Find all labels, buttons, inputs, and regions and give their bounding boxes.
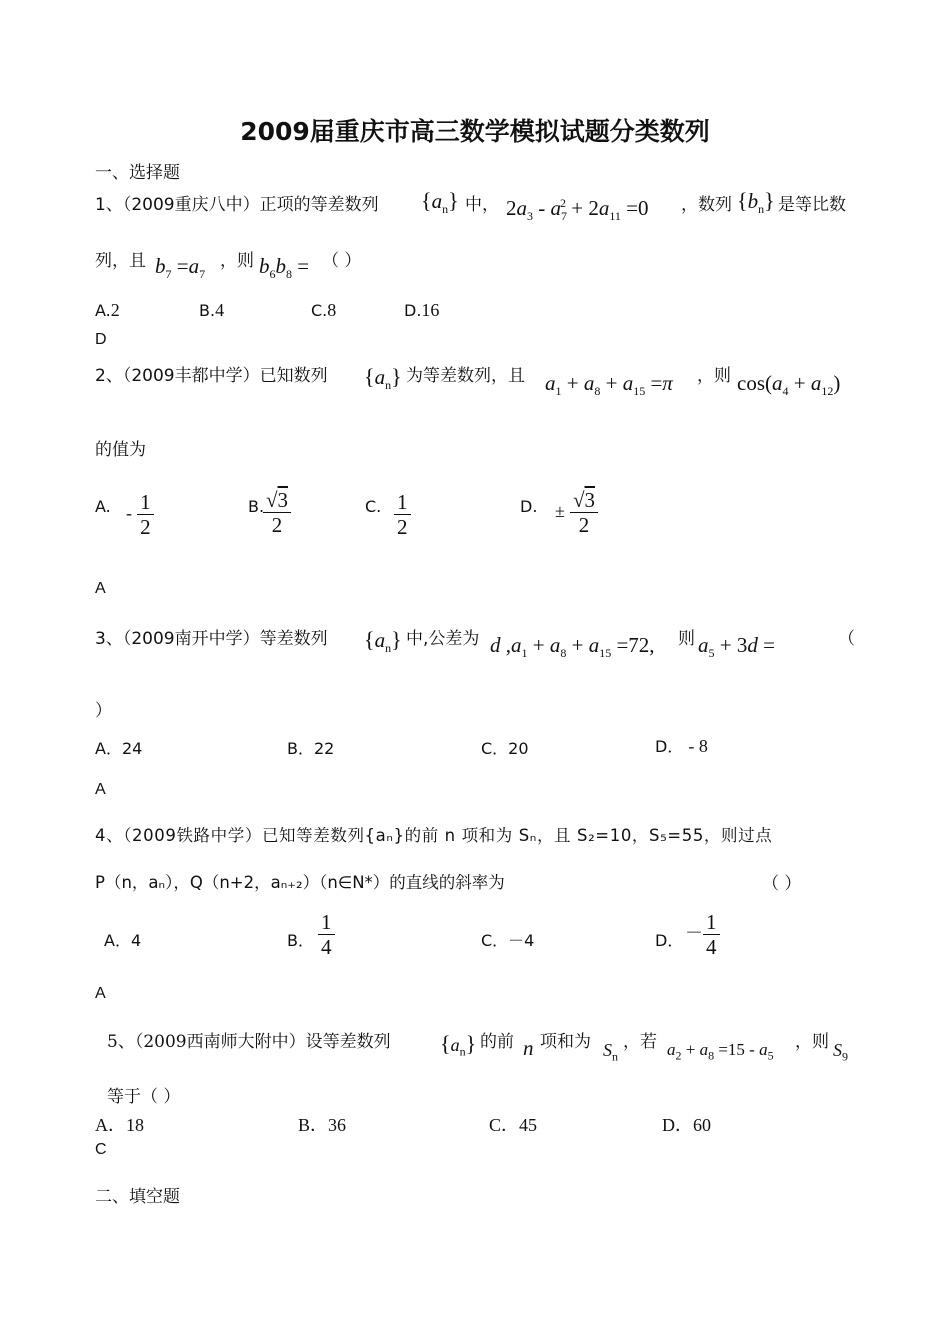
q2-option-c-value: $\frac{1}{2}$ xyxy=(394,490,411,539)
q2-seq: $\{a_n\}$ xyxy=(364,364,402,393)
q5-option-c: C．45 xyxy=(489,1115,538,1135)
q5-option-d: D．60 xyxy=(662,1115,711,1135)
q5-answer: C xyxy=(95,1141,107,1158)
q2-option-d-value: ± $\frac{√3}{2}$ xyxy=(555,488,598,537)
q1-option-c: C.8 xyxy=(311,300,337,320)
q1-seq-a: $\{a_n\}$ xyxy=(421,188,459,217)
q4-option-d-value: － $\frac{1}{4}$ xyxy=(685,910,720,959)
q4-option-b-value: $\frac{1}{4}$ xyxy=(318,910,335,959)
q2-option-b-value: $\frac{√3}{2}$ xyxy=(263,488,291,537)
q5-ask: $S_9$ xyxy=(833,1040,848,1064)
q2-option-d-label: D. xyxy=(520,497,538,516)
q5-mid1: 的前 xyxy=(480,1032,514,1052)
page-title: 2009届重庆市高三数学模拟试题分类数列 xyxy=(240,117,710,146)
q5-ze: ，则 xyxy=(795,1032,829,1052)
q5-lead: 5、（2009西南师大附中）设等差数列 xyxy=(107,1032,391,1052)
q3-ze: 则 xyxy=(678,629,695,649)
q1-line2-lead: 列，且 xyxy=(95,251,146,271)
q3-ask: $a_5 + 3d$ = xyxy=(698,633,775,661)
q1-tail: 是等比数 xyxy=(778,195,846,215)
q1-option-a: A.2 xyxy=(95,300,120,320)
q1-expression: $2a_3 - a_7^2 + 2a_{11} =0$ xyxy=(506,196,649,224)
q2-ze: ，则 xyxy=(697,366,731,386)
q4-option-c: C．－4 xyxy=(481,931,535,950)
q5-mid2: 项和为 xyxy=(540,1032,591,1052)
q2-option-a-value: - $\frac{1}{2}$ xyxy=(126,490,154,539)
q2-lead: 2、（2009丰都中学）已知数列 xyxy=(95,366,328,386)
section-heading-choice: 一、选择题 xyxy=(95,163,180,183)
q2-option-c-label: C. xyxy=(365,497,382,516)
q5-option-b: B．36 xyxy=(298,1115,347,1135)
q2-option-b-label: B. xyxy=(248,497,265,516)
q2-line2: 的值为 xyxy=(95,440,146,460)
q3-option-b: B．22 xyxy=(287,739,335,758)
q4-answer: A xyxy=(95,985,106,1002)
q1-paren: （ ） xyxy=(322,251,362,271)
q1-option-b: B.4 xyxy=(199,300,225,320)
q5-line2: 等于（ ） xyxy=(107,1087,181,1107)
q3-paren-close: ） xyxy=(95,701,112,721)
q5-seq: $\{a_n\}$ xyxy=(440,1031,477,1059)
q1-condition: $b_7 =a_7$ xyxy=(155,254,206,282)
q2-mid: 为等差数列，且 xyxy=(406,366,525,386)
q3-paren-open: （ xyxy=(838,629,855,649)
q2-ask: $\cos(a_4 + a_{12})$ xyxy=(737,371,841,399)
q2-answer: A xyxy=(95,580,106,597)
q3-condition: d $,a_1 + a_8 + a_{15} =72$, xyxy=(490,633,655,661)
q4-line1: 4、（2009铁路中学）已知等差数列{aₙ}的前 n 项和为 Sₙ，且 S₂=10，S₅=55，则过点 xyxy=(95,826,773,845)
q3-answer: A xyxy=(95,781,106,798)
q4-paren: （ ） xyxy=(762,874,802,894)
q1-mid1: 中， xyxy=(465,195,499,215)
q2-option-a-label: A. xyxy=(95,497,111,516)
q4-option-b-label: B． xyxy=(287,931,314,950)
q5-condition: $a_2 + a_8 =15 - a_5$ xyxy=(667,1040,774,1063)
q1-seq-b: $\{b_n\}$ xyxy=(737,188,775,217)
q1-mid2: ，数列 xyxy=(681,195,732,215)
q4-option-a: A．4 xyxy=(104,931,142,950)
q5-Sn: $S_n$ xyxy=(603,1040,618,1064)
q2-condition: $a_1 + a_8 + a_{15} =\pi$ xyxy=(545,371,673,399)
q1-ask: $b_6b_8$ = xyxy=(259,254,310,282)
q1-answer: D xyxy=(95,331,107,348)
q1-lead: 1、（2009重庆八中）正项的等差数列 xyxy=(95,195,379,215)
q3-option-d: D． - 8 xyxy=(655,736,708,756)
q3-option-a: A．24 xyxy=(95,739,143,758)
q1-ze: ，则 xyxy=(220,251,254,271)
q3-mid: 中,公差为 xyxy=(406,629,480,649)
section-heading-fill: 二、填空题 xyxy=(95,1187,180,1207)
q4-option-d-label: D． xyxy=(655,931,684,950)
q3-option-c: C．20 xyxy=(481,739,529,758)
q5-n: n xyxy=(523,1036,534,1060)
q5-ruo: ，若 xyxy=(623,1032,657,1052)
q5-option-a: A．18 xyxy=(95,1115,144,1135)
q3-lead: 3、（2009南开中学）等差数列 xyxy=(95,629,328,649)
q3-seq: $\{a_n\}$ xyxy=(364,627,402,656)
q1-option-d: D.16 xyxy=(404,300,440,320)
q4-line2: P（n，aₙ），Q（n+2，aₙ₊₂）（n∈N*）的直线的斜率为 xyxy=(95,873,505,892)
